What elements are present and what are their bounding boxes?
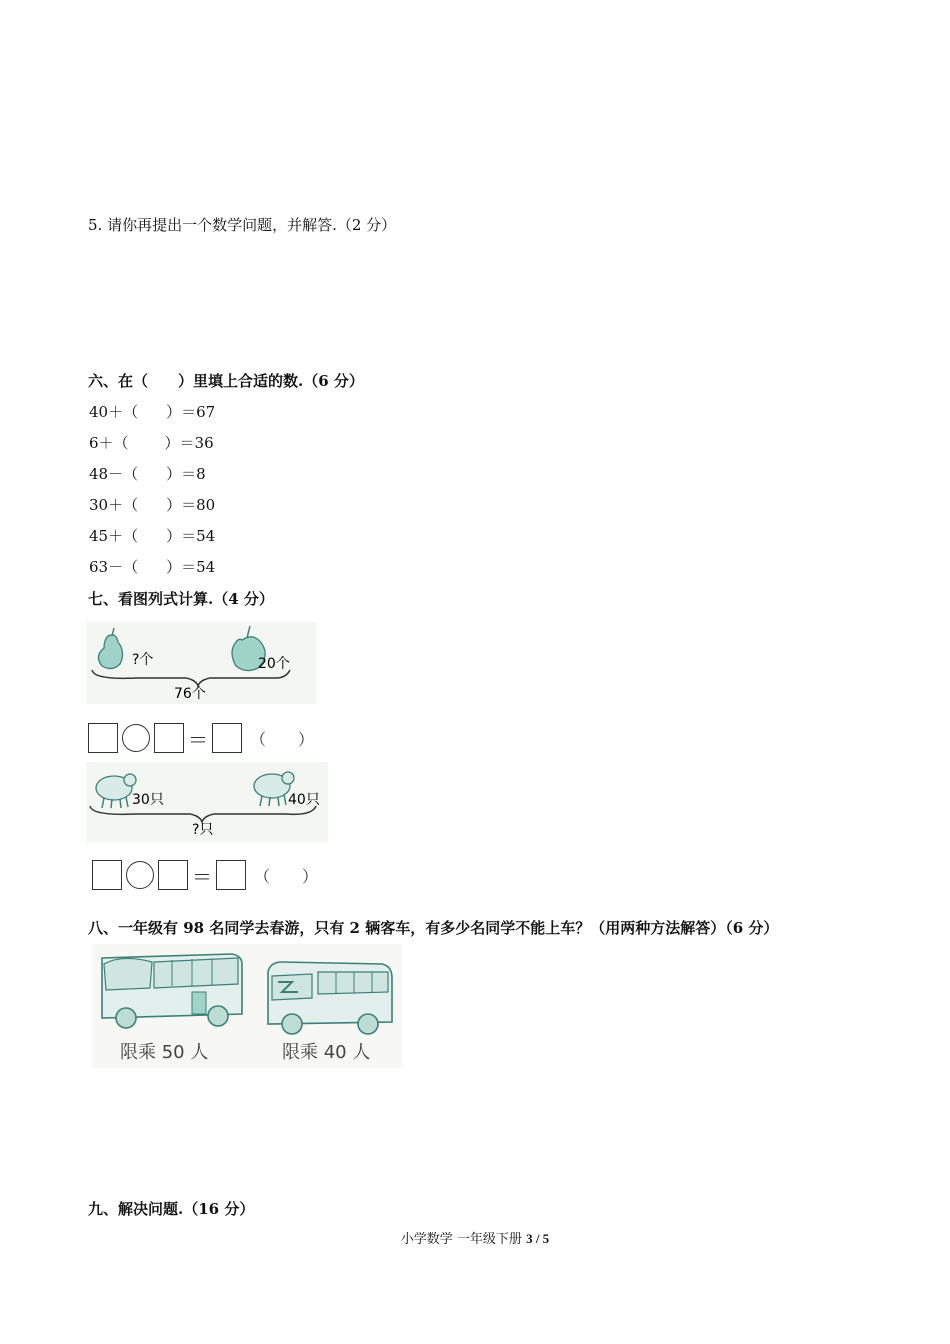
pear-apple-figure: [86, 622, 316, 704]
equation-right: ）＝36: [164, 434, 214, 452]
fill-equation: [89, 494, 215, 515]
equation-left: 6＋（: [89, 434, 129, 452]
answer-row-1: [88, 723, 314, 753]
bus1-capacity-label: 限乘 50 人: [120, 1042, 209, 1063]
question-5: 5. 请你再提出一个数学问题，并解答.（2 分）: [88, 216, 397, 234]
equation-right: ）＝54: [166, 527, 216, 545]
fill-equation: [89, 556, 215, 577]
page-number: 3 / 5: [526, 1231, 550, 1246]
equation-right: ）＝54: [166, 558, 216, 576]
figure2-total-label: ?只: [192, 822, 214, 838]
equation-right: ）＝80: [166, 496, 216, 514]
figure1-total-label: 76个: [174, 686, 206, 702]
figure1-left-label: ?个: [132, 652, 154, 668]
equals-sign: ＝: [188, 727, 208, 752]
figure1-right-label: 20个: [258, 656, 290, 672]
equals-sign: ＝: [192, 864, 212, 889]
operator-circle[interactable]: [126, 861, 154, 889]
equation-left: 45＋（: [89, 527, 139, 545]
page-footer: [0, 1228, 950, 1247]
answer-box[interactable]: [88, 723, 118, 753]
fill-equation: [89, 401, 215, 422]
section-9-title: 九、解决问题.（16 分）: [88, 1200, 255, 1218]
equation-right: ）＝8: [166, 465, 206, 483]
operator-circle[interactable]: [122, 724, 150, 752]
footer-text: 小学数学 一年级下册: [400, 1232, 527, 1247]
answer-box[interactable]: [92, 860, 122, 890]
equation-right: ）＝67: [166, 403, 216, 421]
small-bus-icon: [268, 962, 392, 1034]
section-8-title: 八、一年级有 98 名同学去春游，只有 2 辆客车，有多少名同学不能上车？（用两种方法解答）（6 分）: [88, 919, 779, 937]
fill-equation: [89, 432, 214, 453]
fill-equation: [89, 525, 215, 546]
bus2-capacity-label: 限乘 40 人: [282, 1042, 371, 1063]
equation-left: 63－（: [89, 558, 139, 576]
answer-box[interactable]: [154, 723, 184, 753]
sheep-figure: [86, 762, 328, 842]
section-6-title: 六、在（ ）里填上合适的数.（6 分）: [88, 372, 364, 390]
section-7-title: 七、看图列式计算.（4 分）: [88, 590, 274, 608]
figure2-right-label: 40只: [288, 792, 320, 808]
equation-left: 48－（: [89, 465, 139, 483]
equation-left: 40＋（: [89, 403, 139, 421]
answer-row-2: [92, 860, 318, 890]
equation-left: 30＋（: [89, 496, 139, 514]
answer-box[interactable]: [212, 723, 242, 753]
answer-box[interactable]: [216, 860, 246, 890]
unit-paren: （ ）: [254, 866, 319, 886]
bus-figure: [92, 944, 402, 1068]
answer-box[interactable]: [158, 860, 188, 890]
figure2-left-label: 30只: [132, 792, 164, 808]
unit-paren: （ ）: [250, 729, 315, 749]
fill-equation: [89, 463, 206, 484]
